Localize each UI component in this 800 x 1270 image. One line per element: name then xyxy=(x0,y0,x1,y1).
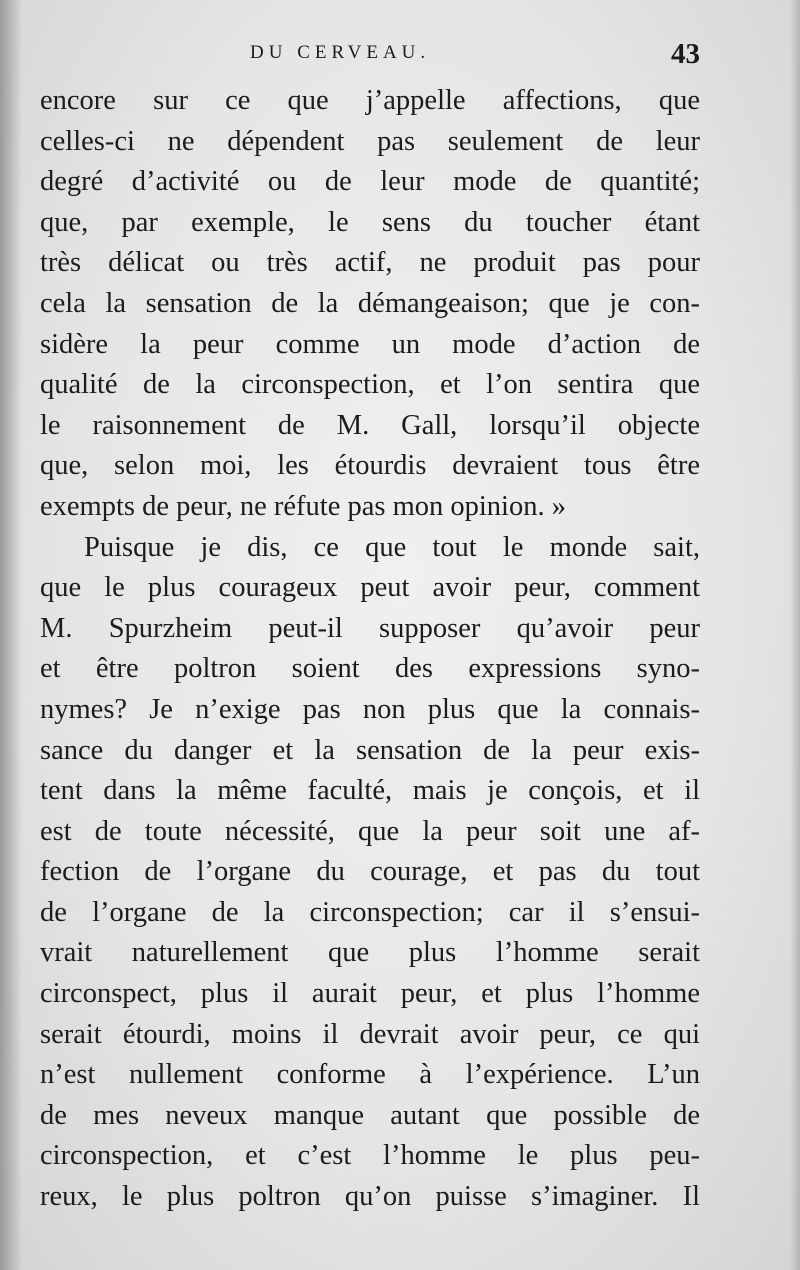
text-line: n’est nullement conforme à l’expérience. L’un xyxy=(40,1059,700,1091)
text-line: degré d’activité ou de leur mode de quantité; xyxy=(40,166,700,198)
paragraph-start-line: Puisque je dis, ce que tout le monde sait, xyxy=(84,531,700,563)
text-line: cela la sensation de la démangeaison; que je con- xyxy=(40,287,700,319)
text-line: circonspect, plus il aurait peur, et plus l’homme xyxy=(40,978,700,1010)
page-edge xyxy=(790,0,800,1270)
text-line: que le plus courageux peut avoir peur, comment xyxy=(40,572,700,604)
text-line: nymes? Je n’exige pas non plus que la connais- xyxy=(40,693,700,725)
running-title: DU CERVEAU. xyxy=(250,42,431,63)
text-line: que, par exemple, le sens du toucher étant xyxy=(40,206,700,238)
text-line: sance du danger et la sensation de la peur exis- xyxy=(40,734,700,766)
text-line: de l’organe de la circonspection; car il s’ensui- xyxy=(40,896,700,928)
text-line: celles-ci ne dépendent pas seulement de leur xyxy=(40,125,700,157)
text-line: qualité de la circonspection, et l’on sentira que xyxy=(40,369,700,401)
body-text xyxy=(40,81,700,1218)
text-line: encore sur ce que j’appelle affections, que xyxy=(40,85,700,116)
paragraph-end-line: exempts de peur, ne réfute pas mon opinion. » xyxy=(40,490,566,522)
text-line: de mes neveux manque autant que possible de xyxy=(40,1099,700,1131)
text-line: reux, le plus poltron qu’on puisse s’imaginer. Il xyxy=(40,1181,700,1213)
text-line: serait étourdi, moins il devrait avoir peur, ce qui xyxy=(40,1018,700,1050)
text-line: vrait naturellement que plus l’homme serait xyxy=(40,937,700,969)
page-header xyxy=(40,38,700,70)
text-line: très délicat ou très actif, ne produit pas pour xyxy=(40,247,700,279)
text-line: est de toute nécessité, que la peur soit une af- xyxy=(40,815,700,847)
page-number: 43 xyxy=(671,38,700,70)
text-line: le raisonnement de M. Gall, lorsqu’il objecte xyxy=(40,409,700,441)
text-line: circonspection, et c’est l’homme le plus peu- xyxy=(40,1140,700,1172)
text-line: sidère la peur comme un mode d’action de xyxy=(40,328,700,360)
text-line: que, selon moi, les étourdis devraient tous être xyxy=(40,450,700,482)
text-line: M. Spurzheim peut-il supposer qu’avoir peur xyxy=(40,612,700,644)
binding-shadow xyxy=(0,0,22,1270)
text-line: fection de l’organe du courage, et pas du tout xyxy=(40,856,700,888)
text-line: et être poltron soient des expressions syno- xyxy=(40,653,700,685)
text-line: tent dans la même faculté, mais je conçois, et il xyxy=(40,775,700,807)
